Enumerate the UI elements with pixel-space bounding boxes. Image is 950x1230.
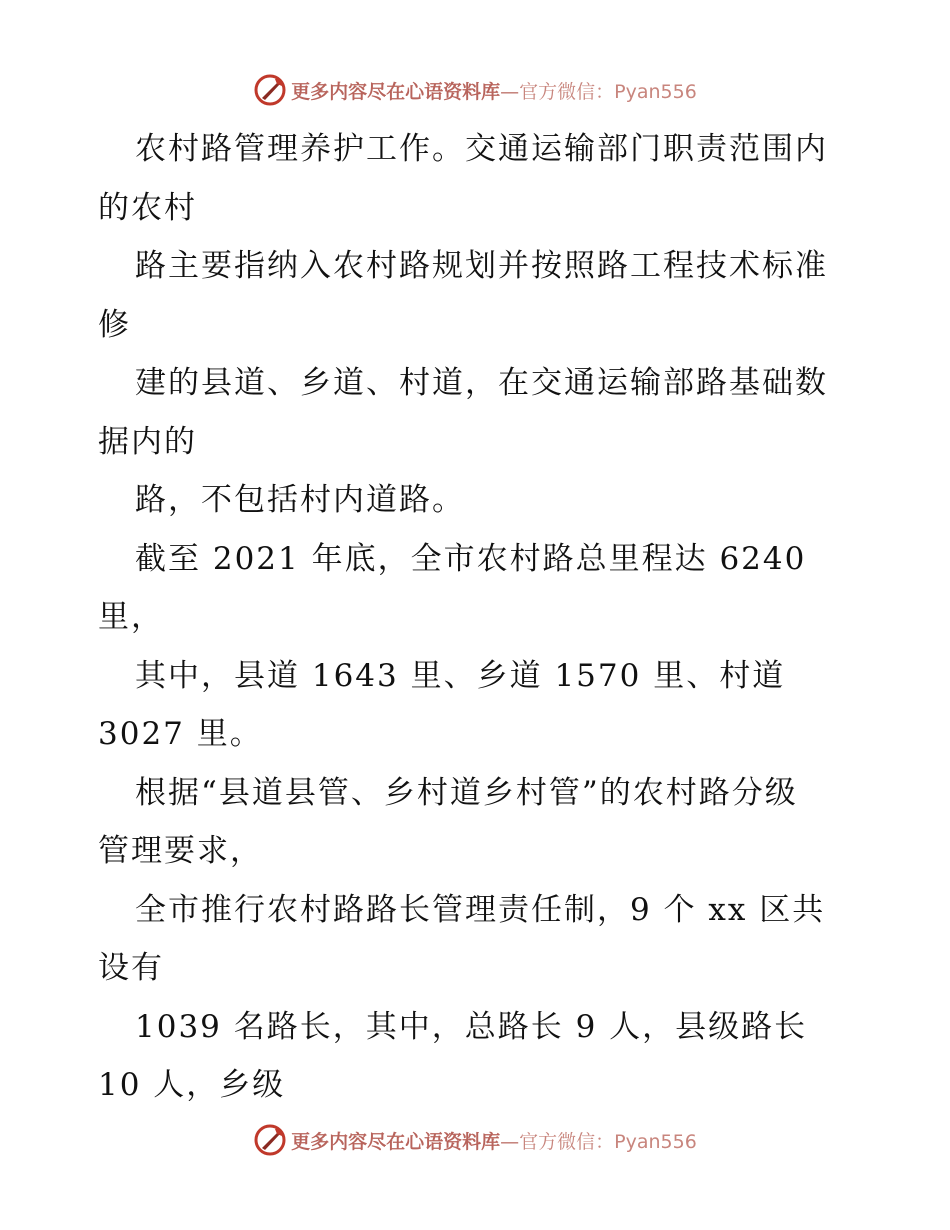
text-line: 设有 (98, 950, 164, 986)
banner-separator: — (500, 80, 520, 103)
text-line: 里， (98, 599, 164, 635)
document-body (98, 120, 858, 1115)
text-line: 路，不包括村内道路。 (135, 482, 465, 518)
text-line: 其中，县道 1643 里、乡道 1570 里、村道 (135, 657, 786, 694)
footer-banner (0, 1122, 950, 1158)
text-line: 管理要求， (98, 833, 263, 869)
text-line: 10 人，乡级 (98, 1067, 286, 1103)
text-line: 农村路管理养护工作。交通运输部门职责范围内 (135, 131, 828, 167)
banner-title: 更多内容尽在心语资料库 (291, 80, 501, 103)
text-line: 的农村 (98, 189, 197, 226)
text-line: 据内的 (98, 423, 197, 460)
text-line: 全市推行农村路路长管理责任制，9 个 xx 区共 (135, 891, 826, 928)
text-line: 1039 名路长，其中，总路长 9 人，县级路长 (135, 1008, 808, 1045)
quill-logo-icon (253, 1123, 287, 1157)
text-line: 截至 2021 年底，全市农村路总里程达 6240 (135, 540, 807, 577)
banner-title: 更多内容尽在心语资料库 (291, 1130, 501, 1153)
text-line: 修 (98, 306, 131, 343)
banner-separator: — (500, 1130, 520, 1153)
banner-contact: 官方微信：Pyan556 (519, 80, 697, 103)
header-banner (0, 72, 950, 108)
text-line: 建的县道、乡道、村道，在交通运输部路基础数 (135, 365, 828, 401)
text-line: 根据“县道县管、乡村道乡村管”的农村路分级 (135, 774, 798, 811)
text-line: 路主要指纳入农村路规划并按照路工程技术标准 (135, 248, 828, 284)
text-line: 3027 里。 (98, 716, 263, 752)
banner-contact: 官方微信：Pyan556 (519, 1130, 697, 1153)
quill-logo-icon (253, 73, 287, 107)
